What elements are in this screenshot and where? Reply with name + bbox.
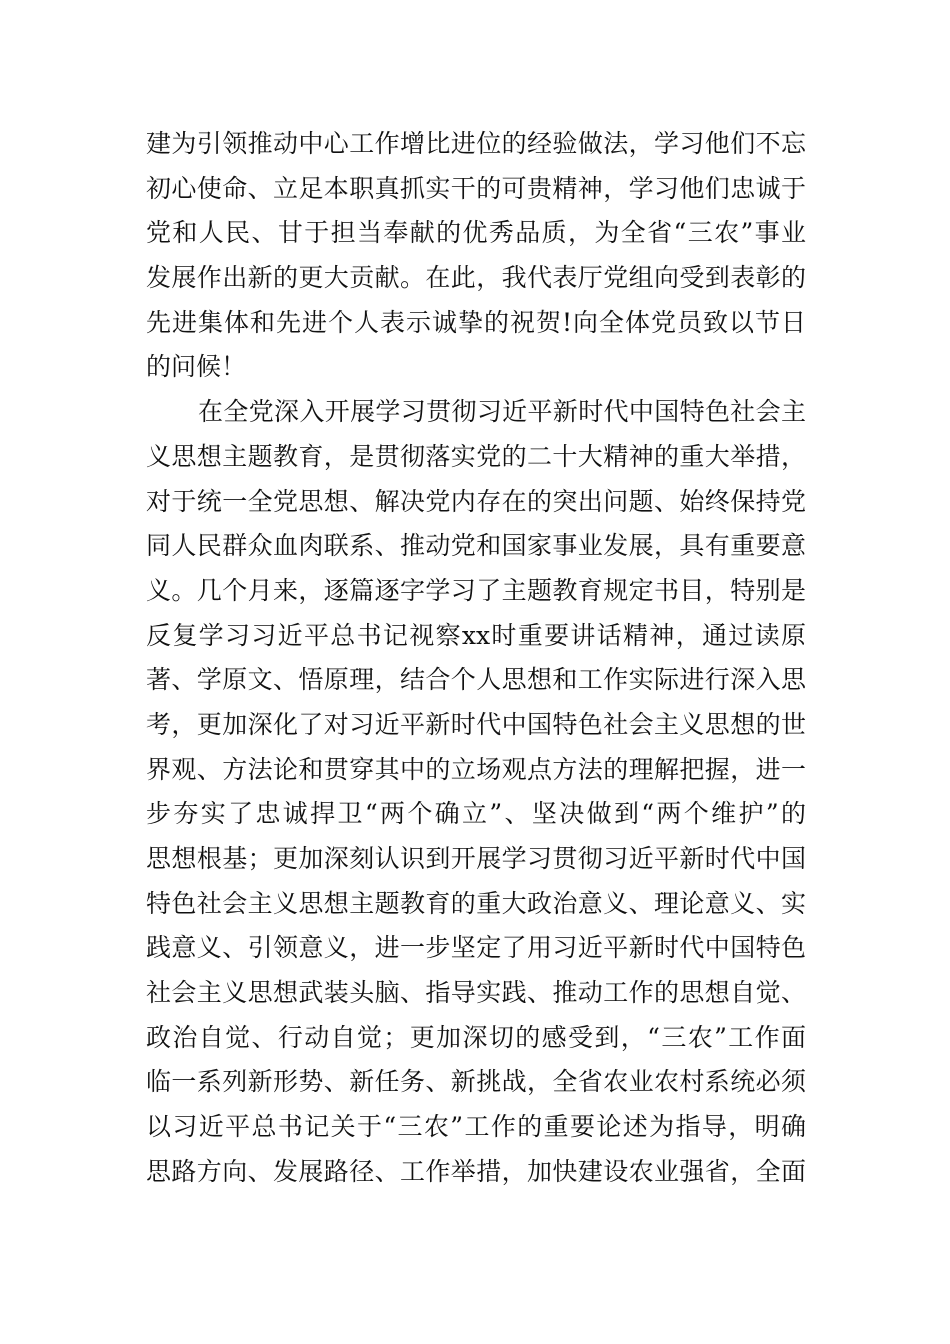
text-line: 的问候！ [146, 352, 247, 382]
text-line: 步夯实了忠诚捍卫“两个确立”、坚决做到“两个维护”的 [146, 799, 806, 829]
text-line: 政治自觉、行动自觉；更加深切的感受到，“三农”工作面 [146, 1022, 806, 1052]
document-body [146, 122, 806, 1195]
text-line: 以习近平总书记关于“三农”工作的重要论述为指导，明确 [146, 1112, 806, 1142]
text-line: 党和人民、甘于担当奉献的优秀品质，为全省“三农”事业 [146, 218, 806, 248]
text-line: 特色社会主义思想主题教育的重大政治意义、理论意义、实 [146, 888, 806, 918]
text-line: 同人民群众血肉联系、推动党和国家事业发展，具有重要意 [146, 531, 806, 561]
text-line: 义。几个月来，逐篇逐字学习了主题教育规定书目，特别是 [146, 575, 806, 605]
text-line: 先进集体和先进个人表示诚挚的祝贺!向全体党员致以节日 [146, 307, 806, 337]
text-line: 建为引领推动中心工作增比进位的经验做法，学习他们不忘 [146, 129, 806, 158]
text-line: 思想根基；更加深刻认识到开展学习贯彻习近平新时代中国 [146, 844, 806, 873]
text-line: 对于统一全党思想、解决党内存在的突出问题、始终保持党 [146, 486, 806, 516]
text-line: 在全党深入开展学习贯彻习近平新时代中国特色社会主 [198, 397, 806, 427]
text-line: 临一系列新形势、新任务、新挑战，全省农业农村系统必须 [146, 1067, 806, 1097]
paragraph-1 [146, 122, 806, 390]
text-line: 考，更加深化了对习近平新时代中国特色社会主义思想的世 [146, 709, 806, 739]
text-line: 义思想主题教育，是贯彻落实党的二十大精神的重大举措， [146, 441, 806, 471]
text-line: 反复学习习近平总书记视察xx时重要讲话精神，通过读原 [146, 620, 806, 650]
paragraph-2 [146, 390, 806, 1194]
text-line: 著、学原文、悟原理，结合个人思想和工作实际进行深入思 [146, 665, 806, 695]
text-line: 初心使命、立足本职真抓实干的可贵精神，学习他们忠诚于 [146, 173, 806, 203]
text-line: 社会主义思想武装头脑、指导实践、推动工作的思想自觉、 [146, 978, 806, 1008]
text-line: 发展作出新的更大贡献。在此，我代表厅党组向受到表彰的 [146, 263, 806, 293]
text-line: 思路方向、发展路径、工作举措，加快建设农业强省，全面 [146, 1156, 806, 1186]
text-line: 践意义、引领意义，进一步坚定了用习近平新时代中国特色 [146, 933, 806, 963]
text-line: 界观、方法论和贯穿其中的立场观点方法的理解把握，进一 [146, 754, 806, 784]
